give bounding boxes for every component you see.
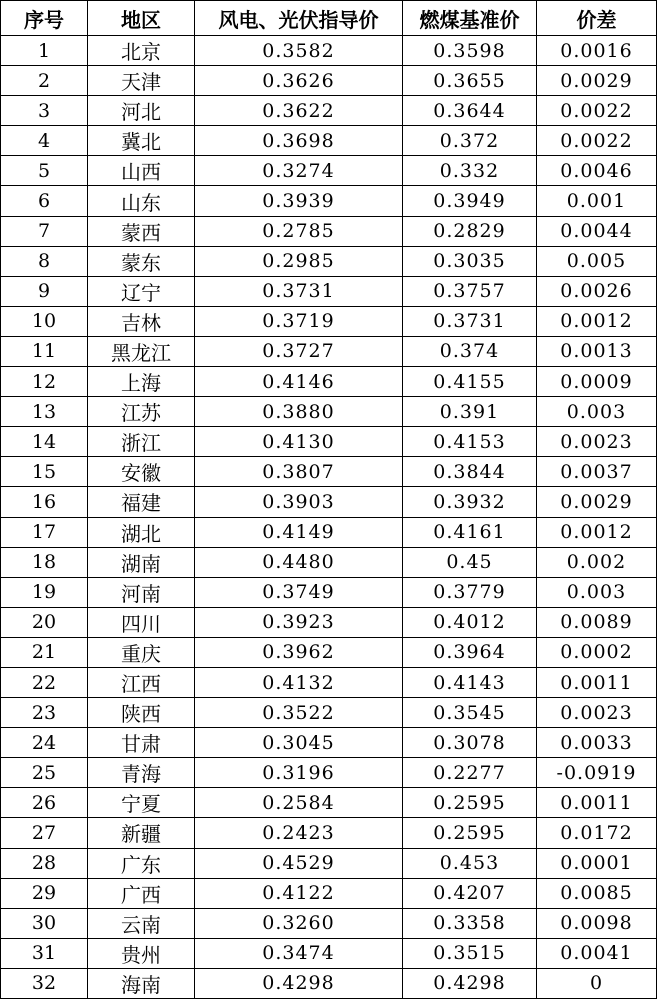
cell-region: 贵州 xyxy=(88,938,195,968)
table-row xyxy=(1,96,657,126)
cell-coal-benchmark-price: 0.3358 xyxy=(403,908,537,938)
cell-region: 浙江 xyxy=(88,427,195,457)
cell-coal-benchmark-price: 0.4153 xyxy=(403,427,537,457)
cell-region: 蒙西 xyxy=(88,216,195,246)
cell-region: 山西 xyxy=(88,156,195,186)
cell-index: 27 xyxy=(1,818,88,848)
table-row xyxy=(1,126,657,156)
cell-region: 吉林 xyxy=(88,306,195,336)
table-row xyxy=(1,186,657,216)
cell-coal-benchmark-price: 0.391 xyxy=(403,397,537,427)
cell-index: 26 xyxy=(1,788,88,818)
cell-guide-price: 0.4122 xyxy=(195,878,403,908)
cell-region: 江苏 xyxy=(88,397,195,427)
cell-coal-benchmark-price: 0.2595 xyxy=(403,818,537,848)
cell-price-difference: 0.0022 xyxy=(537,126,657,156)
cell-coal-benchmark-price: 0.3949 xyxy=(403,186,537,216)
cell-guide-price: 0.3903 xyxy=(195,487,403,517)
cell-index: 15 xyxy=(1,457,88,487)
table-row xyxy=(1,818,657,848)
cell-index: 30 xyxy=(1,908,88,938)
cell-region: 冀北 xyxy=(88,126,195,156)
cell-index: 2 xyxy=(1,66,88,96)
cell-guide-price: 0.3196 xyxy=(195,758,403,788)
cell-index: 13 xyxy=(1,397,88,427)
table-row xyxy=(1,728,657,758)
cell-guide-price: 0.3727 xyxy=(195,336,403,366)
header-guide-price: 风电、光伏指导价 xyxy=(195,1,403,36)
cell-region: 青海 xyxy=(88,758,195,788)
cell-price-difference: 0.002 xyxy=(537,547,657,577)
table-row xyxy=(1,156,657,186)
cell-region: 广东 xyxy=(88,848,195,878)
cell-price-difference: 0.0046 xyxy=(537,156,657,186)
table-row xyxy=(1,246,657,276)
table-row xyxy=(1,667,657,697)
cell-index: 1 xyxy=(1,36,88,66)
cell-region: 云南 xyxy=(88,908,195,938)
cell-guide-price: 0.3582 xyxy=(195,36,403,66)
cell-guide-price: 0.3939 xyxy=(195,186,403,216)
cell-coal-benchmark-price: 0.3644 xyxy=(403,96,537,126)
cell-guide-price: 0.3622 xyxy=(195,96,403,126)
cell-price-difference: 0 xyxy=(537,968,657,998)
cell-price-difference: -0.0919 xyxy=(537,758,657,788)
cell-guide-price: 0.4146 xyxy=(195,367,403,397)
header-region: 地区 xyxy=(88,1,195,36)
cell-region: 湖北 xyxy=(88,517,195,547)
cell-region: 江西 xyxy=(88,667,195,697)
cell-price-difference: 0.0013 xyxy=(537,336,657,366)
cell-region: 重庆 xyxy=(88,637,195,667)
cell-region: 辽宁 xyxy=(88,276,195,306)
cell-region: 蒙东 xyxy=(88,246,195,276)
cell-price-difference: 0.0001 xyxy=(537,848,657,878)
cell-coal-benchmark-price: 0.372 xyxy=(403,126,537,156)
cell-guide-price: 0.4132 xyxy=(195,667,403,697)
cell-index: 9 xyxy=(1,276,88,306)
cell-index: 10 xyxy=(1,306,88,336)
cell-guide-price: 0.3923 xyxy=(195,607,403,637)
cell-region: 安徽 xyxy=(88,457,195,487)
cell-guide-price: 0.3260 xyxy=(195,908,403,938)
cell-guide-price: 0.3719 xyxy=(195,306,403,336)
cell-region: 福建 xyxy=(88,487,195,517)
cell-coal-benchmark-price: 0.3035 xyxy=(403,246,537,276)
cell-region: 陕西 xyxy=(88,698,195,728)
table-row xyxy=(1,607,657,637)
cell-price-difference: 0.005 xyxy=(537,246,657,276)
cell-index: 20 xyxy=(1,607,88,637)
cell-coal-benchmark-price: 0.3964 xyxy=(403,637,537,667)
cell-coal-benchmark-price: 0.2595 xyxy=(403,788,537,818)
cell-coal-benchmark-price: 0.3545 xyxy=(403,698,537,728)
table-row xyxy=(1,698,657,728)
table-row xyxy=(1,517,657,547)
cell-index: 8 xyxy=(1,246,88,276)
cell-guide-price: 0.3698 xyxy=(195,126,403,156)
cell-index: 16 xyxy=(1,487,88,517)
header-price-difference: 价差 xyxy=(537,1,657,36)
cell-guide-price: 0.3522 xyxy=(195,698,403,728)
cell-guide-price: 0.2785 xyxy=(195,216,403,246)
table-row xyxy=(1,547,657,577)
cell-index: 32 xyxy=(1,968,88,998)
table-row xyxy=(1,758,657,788)
cell-price-difference: 0.0012 xyxy=(537,517,657,547)
cell-coal-benchmark-price: 0.3655 xyxy=(403,66,537,96)
cell-index: 21 xyxy=(1,637,88,667)
cell-index: 19 xyxy=(1,577,88,607)
cell-region: 海南 xyxy=(88,968,195,998)
cell-price-difference: 0.0016 xyxy=(537,36,657,66)
table-header xyxy=(1,1,657,36)
cell-coal-benchmark-price: 0.4207 xyxy=(403,878,537,908)
cell-coal-benchmark-price: 0.4155 xyxy=(403,367,537,397)
cell-price-difference: 0.0023 xyxy=(537,427,657,457)
header-index: 序号 xyxy=(1,1,88,36)
cell-coal-benchmark-price: 0.453 xyxy=(403,848,537,878)
cell-region: 新疆 xyxy=(88,818,195,848)
cell-price-difference: 0.001 xyxy=(537,186,657,216)
table-row xyxy=(1,788,657,818)
cell-guide-price: 0.4529 xyxy=(195,848,403,878)
cell-region: 北京 xyxy=(88,36,195,66)
cell-index: 25 xyxy=(1,758,88,788)
table-row xyxy=(1,968,657,998)
cell-index: 17 xyxy=(1,517,88,547)
cell-price-difference: 0.0029 xyxy=(537,487,657,517)
table-row xyxy=(1,848,657,878)
cell-index: 4 xyxy=(1,126,88,156)
table-row xyxy=(1,397,657,427)
cell-price-difference: 0.003 xyxy=(537,577,657,607)
header-coal-benchmark-price: 燃煤基准价 xyxy=(403,1,537,36)
cell-price-difference: 0.0041 xyxy=(537,938,657,968)
cell-price-difference: 0.0037 xyxy=(537,457,657,487)
cell-index: 7 xyxy=(1,216,88,246)
cell-region: 甘肃 xyxy=(88,728,195,758)
cell-index: 14 xyxy=(1,427,88,457)
cell-region: 河北 xyxy=(88,96,195,126)
cell-guide-price: 0.4298 xyxy=(195,968,403,998)
table-body xyxy=(1,36,657,999)
cell-price-difference: 0.0011 xyxy=(537,667,657,697)
cell-price-difference: 0.0009 xyxy=(537,367,657,397)
cell-price-difference: 0.0023 xyxy=(537,698,657,728)
cell-region: 上海 xyxy=(88,367,195,397)
cell-guide-price: 0.4149 xyxy=(195,517,403,547)
cell-index: 6 xyxy=(1,186,88,216)
cell-guide-price: 0.3962 xyxy=(195,637,403,667)
cell-coal-benchmark-price: 0.3779 xyxy=(403,577,537,607)
cell-coal-benchmark-price: 0.3731 xyxy=(403,306,537,336)
cell-region: 天津 xyxy=(88,66,195,96)
table-row xyxy=(1,306,657,336)
cell-price-difference: 0.003 xyxy=(537,397,657,427)
cell-index: 24 xyxy=(1,728,88,758)
table-row xyxy=(1,427,657,457)
cell-index: 28 xyxy=(1,848,88,878)
cell-guide-price: 0.3626 xyxy=(195,66,403,96)
cell-guide-price: 0.4130 xyxy=(195,427,403,457)
cell-price-difference: 0.0085 xyxy=(537,878,657,908)
cell-index: 12 xyxy=(1,367,88,397)
cell-region: 广西 xyxy=(88,878,195,908)
table-row xyxy=(1,487,657,517)
cell-coal-benchmark-price: 0.4161 xyxy=(403,517,537,547)
cell-region: 湖南 xyxy=(88,547,195,577)
cell-coal-benchmark-price: 0.2829 xyxy=(403,216,537,246)
cell-index: 29 xyxy=(1,878,88,908)
cell-coal-benchmark-price: 0.374 xyxy=(403,336,537,366)
cell-coal-benchmark-price: 0.2277 xyxy=(403,758,537,788)
cell-coal-benchmark-price: 0.3757 xyxy=(403,276,537,306)
cell-price-difference: 0.0012 xyxy=(537,306,657,336)
cell-coal-benchmark-price: 0.3598 xyxy=(403,36,537,66)
cell-guide-price: 0.3474 xyxy=(195,938,403,968)
table-row xyxy=(1,216,657,246)
cell-region: 黑龙江 xyxy=(88,336,195,366)
cell-price-difference: 0.0026 xyxy=(537,276,657,306)
cell-price-difference: 0.0044 xyxy=(537,216,657,246)
cell-coal-benchmark-price: 0.4143 xyxy=(403,667,537,697)
cell-coal-benchmark-price: 0.4298 xyxy=(403,968,537,998)
cell-guide-price: 0.4480 xyxy=(195,547,403,577)
table-row xyxy=(1,66,657,96)
cell-guide-price: 0.3807 xyxy=(195,457,403,487)
cell-price-difference: 0.0022 xyxy=(537,96,657,126)
cell-region: 四川 xyxy=(88,607,195,637)
cell-region: 山东 xyxy=(88,186,195,216)
cell-index: 11 xyxy=(1,336,88,366)
cell-coal-benchmark-price: 0.3078 xyxy=(403,728,537,758)
cell-price-difference: 0.0002 xyxy=(537,637,657,667)
cell-guide-price: 0.3274 xyxy=(195,156,403,186)
cell-coal-benchmark-price: 0.45 xyxy=(403,547,537,577)
table-row xyxy=(1,367,657,397)
cell-guide-price: 0.2584 xyxy=(195,788,403,818)
cell-index: 22 xyxy=(1,667,88,697)
cell-guide-price: 0.3749 xyxy=(195,577,403,607)
cell-region: 宁夏 xyxy=(88,788,195,818)
cell-guide-price: 0.2985 xyxy=(195,246,403,276)
table-row xyxy=(1,457,657,487)
cell-guide-price: 0.3045 xyxy=(195,728,403,758)
cell-coal-benchmark-price: 0.3844 xyxy=(403,457,537,487)
cell-guide-price: 0.3731 xyxy=(195,276,403,306)
table-row xyxy=(1,878,657,908)
cell-index: 3 xyxy=(1,96,88,126)
cell-index: 5 xyxy=(1,156,88,186)
cell-index: 23 xyxy=(1,698,88,728)
cell-price-difference: 0.0033 xyxy=(537,728,657,758)
cell-guide-price: 0.3880 xyxy=(195,397,403,427)
header-row xyxy=(1,1,657,36)
table-row xyxy=(1,938,657,968)
table-row xyxy=(1,36,657,66)
table-row xyxy=(1,908,657,938)
cell-guide-price: 0.2423 xyxy=(195,818,403,848)
cell-price-difference: 0.0011 xyxy=(537,788,657,818)
cell-price-difference: 0.0029 xyxy=(537,66,657,96)
table-row xyxy=(1,577,657,607)
cell-index: 31 xyxy=(1,938,88,968)
table-row xyxy=(1,637,657,667)
table-row xyxy=(1,336,657,366)
cell-index: 18 xyxy=(1,547,88,577)
cell-coal-benchmark-price: 0.332 xyxy=(403,156,537,186)
cell-price-difference: 0.0089 xyxy=(537,607,657,637)
cell-coal-benchmark-price: 0.4012 xyxy=(403,607,537,637)
table-row xyxy=(1,276,657,306)
cell-price-difference: 0.0098 xyxy=(537,908,657,938)
cell-price-difference: 0.0172 xyxy=(537,818,657,848)
cell-coal-benchmark-price: 0.3515 xyxy=(403,938,537,968)
cell-region: 河南 xyxy=(88,577,195,607)
cell-coal-benchmark-price: 0.3932 xyxy=(403,487,537,517)
